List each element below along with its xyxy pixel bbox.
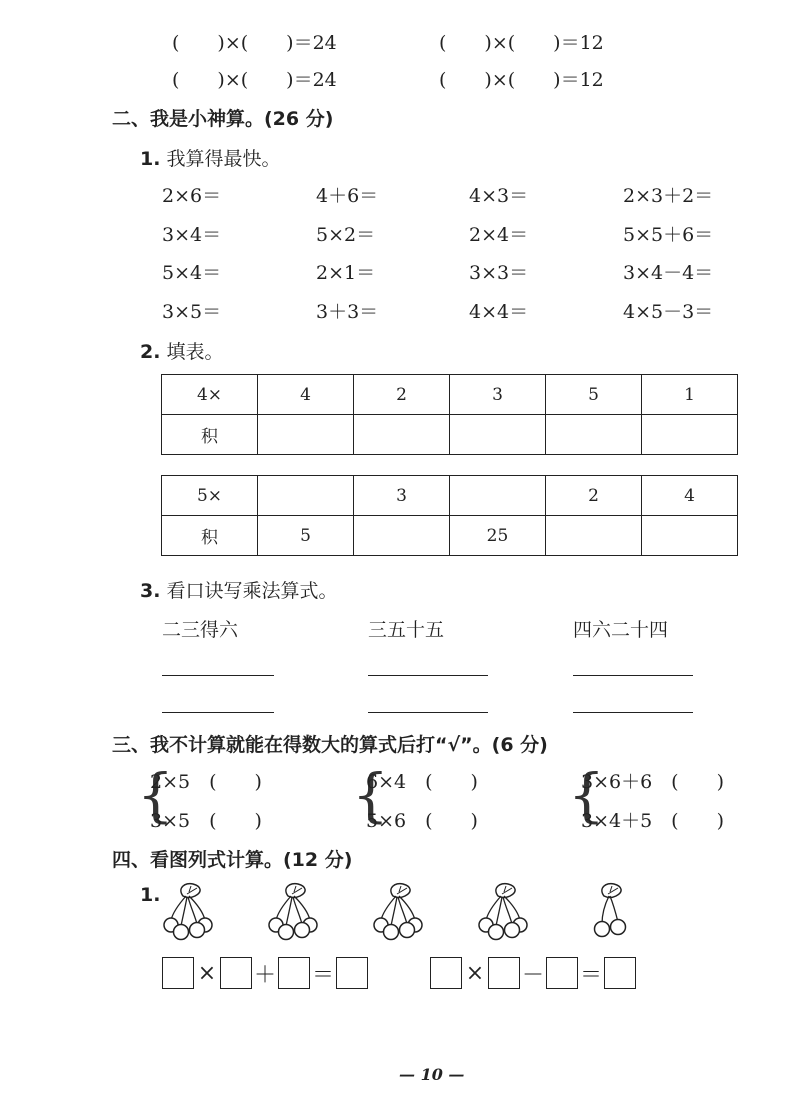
calc-item: 2×4＝ bbox=[469, 224, 529, 246]
answer-cell[interactable] bbox=[450, 476, 546, 516]
equation-line: ( )×( )＝24 bbox=[172, 32, 337, 54]
box-equation-right bbox=[430, 957, 636, 989]
rhyme-text: 四六二十四 bbox=[573, 619, 669, 641]
equals-sign: ＝ bbox=[311, 962, 334, 988]
plus-sign: ＋ bbox=[253, 962, 276, 988]
answer-box[interactable] bbox=[430, 957, 462, 989]
answer-cell[interactable] bbox=[642, 415, 738, 455]
cherry-icon bbox=[580, 880, 638, 942]
answer-cell[interactable] bbox=[450, 415, 546, 455]
answer-line[interactable] bbox=[162, 712, 274, 713]
answer-box[interactable] bbox=[546, 957, 578, 989]
table-cell: 积 bbox=[162, 516, 258, 556]
rhyme-text: 二三得六 bbox=[162, 619, 239, 641]
table-cell: 2 bbox=[354, 375, 450, 415]
q1-heading bbox=[140, 144, 281, 171]
equation-line: ( )×( )＝12 bbox=[439, 32, 604, 54]
calc-item: 3＋3＝ bbox=[316, 301, 379, 323]
table-cell: 5× bbox=[162, 476, 258, 516]
answer-cell[interactable] bbox=[354, 516, 450, 556]
calc-item: 4×4＝ bbox=[469, 301, 529, 323]
cherry-icon bbox=[474, 880, 532, 942]
answer-box[interactable] bbox=[278, 957, 310, 989]
q1-number: 1. bbox=[140, 148, 161, 170]
compare-item: 3×6＋6 ( ) bbox=[581, 771, 725, 793]
cherry-icon bbox=[369, 880, 427, 942]
compare-item: 3×4＋5 ( ) bbox=[581, 810, 725, 832]
compare-item: 6×4 ( ) bbox=[366, 771, 478, 793]
equation-line: ( )×( )＝12 bbox=[439, 69, 604, 91]
q1-text: 我算得最快。 bbox=[166, 148, 281, 170]
calc-item: 5×2＝ bbox=[316, 224, 376, 246]
q4-1-number: 1. bbox=[140, 884, 161, 906]
calc-item: 2×3＋2＝ bbox=[623, 185, 714, 207]
multiply-table-5 bbox=[161, 475, 738, 556]
multiply-table-4 bbox=[161, 374, 738, 455]
calc-item: 3×4＝ bbox=[162, 224, 222, 246]
answer-box[interactable] bbox=[220, 957, 252, 989]
answer-cell[interactable] bbox=[642, 516, 738, 556]
answer-box[interactable] bbox=[488, 957, 520, 989]
table-cell: 4× bbox=[162, 375, 258, 415]
table-cell: 5 bbox=[546, 375, 642, 415]
brace-icon: { bbox=[352, 761, 389, 829]
brace-icon: { bbox=[568, 761, 605, 829]
minus-sign: － bbox=[521, 962, 544, 988]
compare-item: 3×5 ( ) bbox=[150, 810, 262, 832]
q3-heading bbox=[140, 576, 338, 603]
section-2-title: 二、我是小神算。(26 分) bbox=[112, 108, 334, 130]
answer-box[interactable] bbox=[162, 957, 194, 989]
cherry-icon bbox=[264, 880, 322, 942]
section-4-title: 四、看图列式计算。(12 分) bbox=[112, 849, 353, 871]
table-cell: 积 bbox=[162, 415, 258, 455]
equals-sign: ＝ bbox=[579, 962, 602, 988]
section-3-title: 三、我不计算就能在得数大的算式后打“√”。(6 分) bbox=[112, 734, 548, 756]
answer-cell[interactable] bbox=[546, 516, 642, 556]
q2-heading bbox=[140, 337, 224, 364]
answer-line[interactable] bbox=[368, 712, 488, 713]
answer-line[interactable] bbox=[368, 675, 488, 676]
calc-item: 3×4－4＝ bbox=[623, 262, 714, 284]
calc-item: 5×5＋6＝ bbox=[623, 224, 714, 246]
rhyme-text: 三五十五 bbox=[368, 619, 445, 641]
box-equation-left bbox=[162, 957, 368, 989]
table-cell: 4 bbox=[258, 375, 354, 415]
times-sign: × bbox=[197, 960, 217, 986]
compare-item: 5×6 ( ) bbox=[366, 810, 478, 832]
times-sign: × bbox=[465, 960, 485, 986]
compare-item: 2×5 ( ) bbox=[150, 771, 262, 793]
calc-item: 3×3＝ bbox=[469, 262, 529, 284]
table-cell: 2 bbox=[546, 476, 642, 516]
answer-box[interactable] bbox=[336, 957, 368, 989]
table-cell: 5 bbox=[258, 516, 354, 556]
calc-item: 3×5＝ bbox=[162, 301, 222, 323]
calc-item: 4×5－3＝ bbox=[623, 301, 714, 323]
calc-item: 2×1＝ bbox=[316, 262, 376, 284]
q2-number: 2. bbox=[140, 341, 161, 363]
answer-line[interactable] bbox=[573, 712, 693, 713]
table-cell: 3 bbox=[354, 476, 450, 516]
calc-item: 5×4＝ bbox=[162, 262, 222, 284]
answer-cell[interactable] bbox=[546, 415, 642, 455]
answer-line[interactable] bbox=[573, 675, 693, 676]
table-cell: 1 bbox=[642, 375, 738, 415]
page-number: — 10 — bbox=[399, 1065, 465, 1084]
answer-cell[interactable] bbox=[354, 415, 450, 455]
answer-line[interactable] bbox=[162, 675, 274, 676]
table-cell: 3 bbox=[450, 375, 546, 415]
calc-item: 4＋6＝ bbox=[316, 185, 379, 207]
answer-cell[interactable] bbox=[258, 415, 354, 455]
equation-line: ( )×( )＝24 bbox=[172, 69, 337, 91]
q2-text: 填表。 bbox=[166, 341, 224, 363]
q3-number: 3. bbox=[140, 580, 161, 602]
brace-icon: { bbox=[137, 761, 174, 829]
table-cell: 25 bbox=[450, 516, 546, 556]
calc-item: 2×6＝ bbox=[162, 185, 222, 207]
answer-box[interactable] bbox=[604, 957, 636, 989]
calc-item: 4×3＝ bbox=[469, 185, 529, 207]
table-cell: 4 bbox=[642, 476, 738, 516]
cherry-icon bbox=[159, 880, 217, 942]
q4-1-heading bbox=[140, 884, 160, 906]
q3-text: 看口诀写乘法算式。 bbox=[166, 580, 338, 602]
answer-cell[interactable] bbox=[258, 476, 354, 516]
